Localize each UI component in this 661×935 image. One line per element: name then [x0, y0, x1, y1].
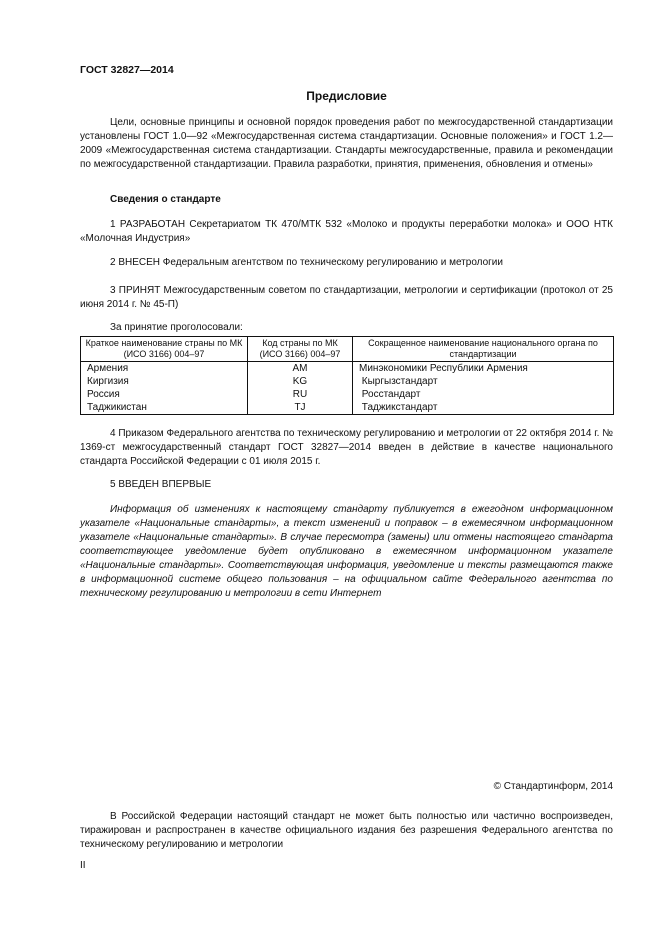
- votes-table: [80, 336, 614, 415]
- table-row: [81, 388, 614, 401]
- page-title: Предисловие: [306, 89, 387, 103]
- table-row: [81, 362, 614, 376]
- country-cell: Киргизия: [81, 375, 248, 388]
- body-cell: Росстандарт: [353, 388, 614, 401]
- country-cell: Таджикистан: [81, 401, 248, 415]
- item-first-time: 5 ВВЕДЕН ВПЕРВЫЕ: [110, 479, 212, 490]
- item-introduced: 2 ВНЕСЕН Федеральным агентством по техническому регулированию и метрологии: [110, 257, 503, 268]
- code-cell: KG: [248, 375, 353, 388]
- code-cell: TJ: [248, 401, 353, 415]
- page-number: II: [80, 860, 86, 871]
- column-header-body: Сокращенное наименование национального органа по стандартизации: [353, 337, 614, 362]
- intro-paragraph: Цели, основные принципы и основной порядок проведения работ по межгосударственной стандартизации установлены ГОСТ 1.0—92 «Межгосударственная система стандартизации. Основные положения» и ГОСТ 1.2—2009 «Межгосударственная система стандартизации. Стандарты межгосударственные, правила и рекомендации по межгосударственной стандартизации. Правила разработки, принятия, применения, обновления и отмены»: [80, 117, 613, 170]
- country-cell: Армения: [81, 362, 248, 376]
- copyright-notice: © Стандартинформ, 2014: [493, 781, 613, 792]
- item-enacted: 4 Приказом Федерального агентства по техническому регулированию и метрологии от 22 октября 2014 г. № 1369-ст межгосударственный стандарт ГОСТ 32827—2014 введен в действие в качестве национального стандарта Российской Федерации с 01 июля 2015 г.: [80, 428, 613, 467]
- code-cell: AM: [248, 362, 353, 376]
- code-cell: RU: [248, 388, 353, 401]
- table-row: [81, 375, 614, 388]
- body-cell: Минэкономики Республики Армения: [353, 362, 614, 376]
- item-developed: 1 РАЗРАБОТАН Секретариатом ТК 470/МТК 532 «Молоко и продукты переработки молока» и ООО НТК «Молочная Индустрия»: [80, 219, 613, 244]
- column-header-code: Код страны по МК (ИСО 3166) 004–97: [248, 337, 353, 362]
- table-header-row: [81, 337, 614, 362]
- body-cell: Таджикстандарт: [353, 401, 614, 415]
- document-code-header: ГОСТ 32827—2014: [80, 64, 174, 76]
- info-heading: Сведения о стандарте: [110, 194, 221, 205]
- table-row: [81, 401, 614, 415]
- change-notice-paragraph: Информация об изменениях к настоящему стандарту публикуется в ежегодном информационном указателе «Национальные стандарты», а текст изменений и поправок – в ежемесячном информационном указателе «Национальные стандарты». В случае пересмотра (замены) или отмены настоящего стандарта соответствующее уведомление будет опубликовано в ежемесячном информационном указателе «Национальные стандарты». Соответствующая информация, уведомление и тексты размещаются также в информационной системе общего пользования – на официальном сайте Федерального агентства по техническому регулированию и метрологии в сети Интернет: [80, 504, 613, 599]
- votes-label: За принятие проголосовали:: [110, 322, 243, 333]
- legal-notice: В Российской Федерации настоящий стандарт не может быть полностью или частично воспроизведен, тиражирован и распространен в качестве официального издания без разрешения Федерального агентства по техническому регулированию и метрологии: [80, 811, 613, 850]
- column-header-country: Краткое наименование страны по МК (ИСО 3166) 004–97: [81, 337, 248, 362]
- country-cell: Россия: [81, 388, 248, 401]
- body-cell: Кыргызстандарт: [353, 375, 614, 388]
- item-adopted: 3 ПРИНЯТ Межгосударственным советом по стандартизации, метрологии и сертификации (протокол от 25 июня 2014 г. № 45-П): [80, 285, 613, 310]
